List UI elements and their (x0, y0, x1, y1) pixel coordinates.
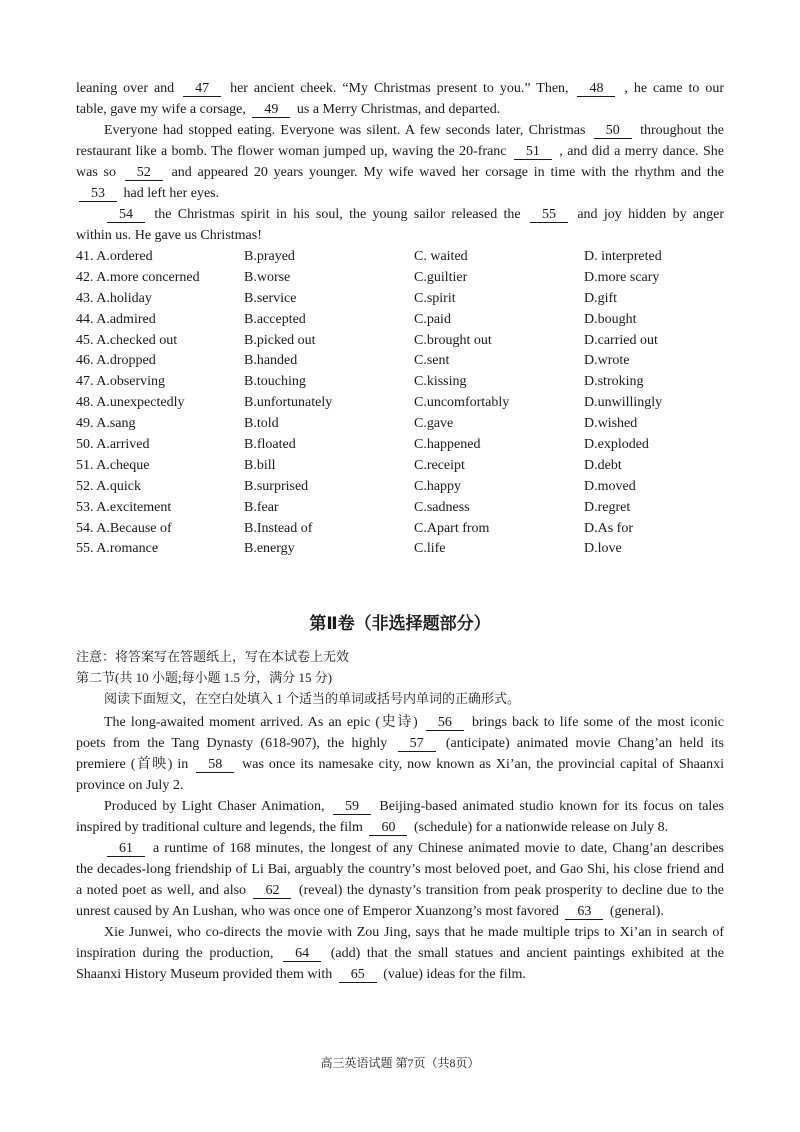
option-choice: C.brought out (414, 332, 492, 348)
notice: 注意：将答案写在答题纸上，写在本试卷上无效 (76, 649, 350, 664)
option-choice: D.debt (584, 457, 622, 473)
section-title: 第Ⅱ卷（非选择题部分） (309, 614, 491, 634)
blank-53: 53 (79, 186, 117, 202)
option-choice: B.handed (244, 353, 298, 369)
section2-notes (76, 646, 724, 709)
option-choice: 48. A.unexpectedly (76, 395, 185, 411)
passage-line: premiere (首映) in 58 was once its namesake city, now known as Xi’an, the provincial capital of Shaanxi (76, 757, 724, 772)
passage-line: within us. He gave us Christmas! (76, 228, 262, 243)
passage-line: Produced by Light Chaser Animation, 59 Beijing-based animated studio known for its focus on tales (104, 799, 724, 814)
option-row (76, 288, 736, 309)
option-choice: 45. A.checked out (76, 332, 178, 348)
passage-line: the decades-long friendship of Li Bai, arguably the country’s most beloved poet, and Gao Shi, his close friend and (76, 862, 724, 877)
option-choice: D.moved (584, 478, 636, 494)
option-row (76, 392, 736, 413)
passage-line: Everyone had stopped eating. Everyone was silent. A few seconds later, Christmas 50 throughout the (104, 123, 725, 138)
option-choice: 55. A.romance (76, 541, 159, 557)
option-choice: B.prayed (244, 249, 295, 264)
option-choice: D.stroking (584, 374, 644, 390)
option-choice: B.accepted (244, 311, 306, 327)
option-choice: D. interpreted (584, 249, 662, 264)
option-choice: B.Instead of (244, 520, 313, 536)
blank-57: 57 (398, 736, 436, 752)
option-choice: B.touching (244, 374, 306, 390)
blank-47: 47 (183, 81, 221, 97)
option-row (76, 371, 736, 392)
option-choice: B.floated (244, 437, 296, 453)
passage-line: poets from the Tang Dynasty (618-907), the highly 57 (anticipate) animated movie Chang’an held its (76, 736, 725, 751)
option-choice: 42. A.more concerned (76, 269, 200, 285)
option-choice: C.gave (414, 416, 454, 432)
passage-line: province on July 2. (76, 778, 184, 793)
passage-line: a noted poet as well, and also 62 (reveal) the dynasty’s transition from peak prosperity to decline due to the (76, 883, 724, 898)
blank-60: 60 (369, 820, 407, 836)
blank-50: 50 (594, 123, 632, 139)
option-row (76, 455, 736, 476)
option-choice: D.wished (584, 416, 638, 432)
option-choice: B.bill (244, 457, 276, 473)
option-row (76, 350, 736, 371)
page-footer: 高三英语试题 第7页（共8页） (320, 1056, 480, 1070)
option-row (76, 413, 736, 434)
option-choice: 49. A.sang (76, 416, 136, 432)
option-choice: D.more scary (584, 269, 660, 285)
option-choice: C.life (414, 541, 446, 557)
option-row (76, 476, 736, 497)
blank-55: 55 (530, 207, 568, 223)
option-choice: D.wrote (584, 353, 630, 369)
passage-line: was so 52 and appeared 20 years younger. My wife waved her corsage in time with the rhythm and the (76, 165, 724, 180)
blank-64: 64 (283, 946, 321, 962)
blank-48: 48 (577, 81, 615, 97)
section2-header: 第二节(共 10 小题;每小题 1.5 分，满分 15 分) (76, 670, 333, 685)
option-row (76, 309, 736, 330)
blank-62: 62 (253, 883, 291, 899)
option-choice: D.carried out (584, 332, 658, 348)
option-row (76, 538, 736, 559)
passage-line: Xie Junwei, who co-directs the movie with Zou Jing, says that he made multiple trips to Xi’an in search of (104, 925, 724, 940)
option-row (76, 497, 736, 518)
passage-line: unrest caused by An Lushan, who was once one of Emperor Xuanzong’s most favored 63 (general). (76, 904, 664, 919)
option-choice: 53. A.excitement (76, 499, 172, 515)
option-choice: D.bought (584, 311, 637, 327)
option-choice: 41. A.ordered (76, 249, 153, 264)
option-choice: B.unfortunately (244, 395, 333, 411)
blank-65: 65 (339, 967, 377, 983)
passage-line: 53 had left her eyes. (76, 183, 724, 204)
option-choice: B.fear (244, 499, 279, 515)
option-row (76, 518, 736, 539)
blank-51: 51 (514, 144, 552, 160)
option-choice: B.surprised (244, 478, 309, 494)
option-choice: C.uncomfortably (414, 395, 510, 411)
option-choice: D.exploded (584, 437, 649, 453)
option-choice: D.love (584, 541, 622, 557)
grammar-passage (76, 712, 724, 985)
blank-63: 63 (565, 904, 603, 920)
option-choice: B.told (244, 416, 279, 432)
option-choice: C.receipt (414, 457, 465, 473)
option-choice: 50. A.arrived (76, 437, 150, 453)
option-choice: D.regret (584, 499, 631, 515)
passage-line: 54 the Christmas spirit in his soul, the young sailor released the 55 and joy hidden by anger (76, 204, 724, 225)
option-choice: C. waited (414, 249, 468, 264)
cloze-passage (76, 78, 724, 246)
blank-59: 59 (333, 799, 371, 815)
option-row (76, 246, 736, 267)
option-choice: B.service (244, 290, 297, 306)
passage-line: Shaanxi History Museum provided them with 65 (value) ideas for the film. (76, 967, 526, 982)
option-choice: 54. A.Because of (76, 520, 172, 536)
option-choice: C.spirit (414, 290, 456, 306)
option-choice: C.paid (414, 311, 451, 327)
option-choice: C.guiltier (414, 269, 468, 285)
option-choice: 51. A.cheque (76, 457, 150, 473)
option-choice: B.worse (244, 269, 291, 285)
passage-line: 61 a runtime of 168 minutes, the longest of any Chinese animated movie to date, Chang’an describes (76, 838, 724, 859)
blank-56: 56 (426, 715, 464, 731)
option-choice: 44. A.admired (76, 311, 156, 327)
passage-line: restaurant like a bomb. The flower woman jumped up, waving the 20-franc 51 , and did a merry dance. She (76, 144, 725, 159)
option-choice: 47. A.observing (76, 374, 166, 390)
option-choice: C.Apart from (414, 520, 490, 536)
instruction: 阅读下面短文，在空白处填入 1 个适当的单词或括号内单词的正确形式。 (104, 691, 521, 706)
blank-49: 49 (252, 102, 290, 118)
option-choice: B.picked out (244, 332, 316, 348)
option-row (76, 330, 736, 351)
option-choice: C.kissing (414, 374, 467, 390)
option-choice: D.unwillingly (584, 395, 663, 411)
passage-line: inspiration during the production, 64 (add) that the small statues and ancient paintings exhibited at the (76, 946, 724, 961)
passage-line: leaning over and 47 her ancient cheek. “My Christmas present to you.” Then, 48 , he came to our (76, 81, 724, 96)
option-choice: D.As for (584, 520, 633, 536)
option-choice: 52. A.quick (76, 478, 141, 494)
option-choice: D.gift (584, 290, 618, 306)
blank-54: 54 (107, 207, 145, 223)
blank-58: 58 (196, 757, 234, 773)
blank-61: 61 (107, 841, 145, 857)
option-choice: C.happened (414, 437, 481, 453)
passage-line: The long-awaited moment arrived. As an epic (史诗) 56 brings back to life some of the most iconic (104, 715, 724, 730)
option-choice: C.sadness (414, 499, 470, 515)
passage-line: inspired by traditional culture and legends, the film 60 (schedule) for a nationwide release on July 8. (76, 820, 669, 835)
option-choice: B.energy (244, 541, 295, 557)
option-choice: 43. A.holiday (76, 290, 152, 306)
option-choice: C.sent (414, 353, 450, 369)
blank-52: 52 (125, 165, 163, 181)
option-row (76, 267, 736, 288)
passage-line: table, gave my wife a corsage, 49 us a Merry Christmas, and departed. (76, 102, 501, 117)
option-row (76, 434, 736, 455)
options-table (76, 246, 736, 559)
option-choice: C.happy (414, 478, 462, 494)
option-choice: 46. A.dropped (76, 353, 156, 369)
